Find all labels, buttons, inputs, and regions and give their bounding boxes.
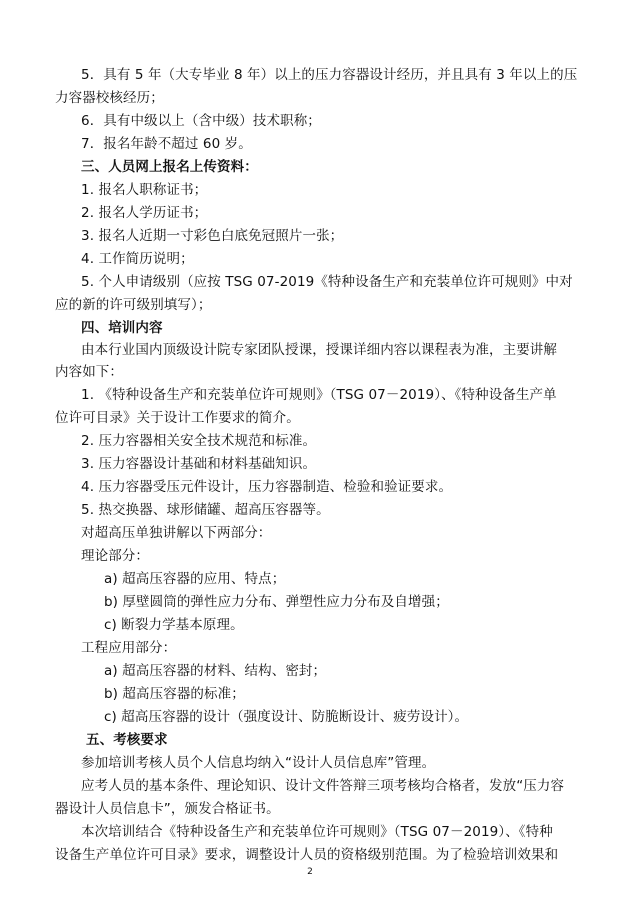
list-item: 1. 《特种设备生产和充装单位许可规则》（TSG 07－2019）、《特种设备生产单 bbox=[81, 387, 557, 403]
list-item: c) 超高压容器的设计（强度设计、防脆断设计、疲劳设计）。 bbox=[104, 709, 469, 725]
list-item: 4. 压力容器受压元件设计，压力容器制造、检验和验证要求。 bbox=[81, 479, 453, 495]
section-heading: 五、考核要求 bbox=[86, 732, 168, 748]
list-item: 5. 个人申请级别（应按 TSG 07-2019《特种设备生产和充装单位许可规则》中对 bbox=[81, 274, 573, 290]
text-line: 设备生产单位许可目录》要求，调整设计人员的资格级别范围。为了检验培训效果和 bbox=[55, 847, 559, 863]
text-line: 应的新的许可级别填写）； bbox=[55, 297, 212, 313]
list-item: 1. 报名人职称证书； bbox=[81, 182, 208, 198]
text-line: 应考人员的基本条件、理论知识、设计文件答辩三项考核均合格者，发放“压力容 bbox=[81, 778, 565, 794]
section-heading: 三、人员网上报名上传资料： bbox=[81, 159, 258, 175]
text-line: 器设计人员信息卡”，颁发合格证书。 bbox=[55, 801, 280, 817]
list-item: a) 超高压容器的应用、特点； bbox=[104, 571, 286, 587]
list-item: 2. 报名人学历证书； bbox=[81, 205, 208, 221]
text-line: 力容器校核经历； bbox=[55, 90, 164, 106]
text-line: 工程应用部分： bbox=[81, 640, 177, 656]
page-number: 2 bbox=[307, 867, 313, 877]
list-item: 3. 报名人近期一寸彩色白底免冠照片一张； bbox=[81, 228, 344, 244]
list-item: 2. 压力容器相关安全技术规范和标准。 bbox=[81, 433, 317, 449]
list-item: 3. 压力容器设计基础和材料基础知识。 bbox=[81, 456, 317, 472]
text-line: 本次培训结合《特种设备生产和充装单位许可规则》（TSG 07－2019）、《特种 bbox=[81, 824, 553, 840]
text-line: 参加培训考核人员个人信息均纳入“设计人员信息库”管理。 bbox=[81, 755, 436, 771]
list-item: a) 超高压容器的材料、结构、密封； bbox=[104, 663, 327, 679]
list-item: 5. 热交换器、球形储罐、超高压容器等。 bbox=[81, 502, 330, 518]
text-line: 5．具有 5 年（大专毕业 8 年）以上的压力容器设计经历，并且具有 3 年以上的压 bbox=[81, 67, 578, 83]
text-line: 由本行业国内顶级设计院专家团队授课，授课详细内容以课程表为准，主要讲解 bbox=[81, 342, 557, 358]
list-item: b) 厚壁圆筒的弹性应力分布、弹塑性应力分布及自增强； bbox=[104, 594, 449, 610]
text-line: 内容如下： bbox=[55, 364, 123, 380]
text-line: 7．报名年龄不超过 60 岁。 bbox=[81, 136, 252, 152]
list-item: 4. 工作简历说明； bbox=[81, 251, 194, 267]
section-heading: 四、培训内容 bbox=[81, 320, 163, 336]
text-line: 对超高压单独讲解以下两部分： bbox=[81, 525, 272, 541]
list-item: c) 断裂力学基本原理。 bbox=[104, 617, 244, 633]
text-line: 6．具有中级以上（含中级）技术职称； bbox=[81, 113, 321, 129]
text-line: 位许可目录》关于设计工作要求的简介。 bbox=[55, 410, 300, 426]
list-item: b) 超高压容器的标准； bbox=[104, 686, 245, 702]
text-line: 理论部分： bbox=[81, 548, 149, 564]
